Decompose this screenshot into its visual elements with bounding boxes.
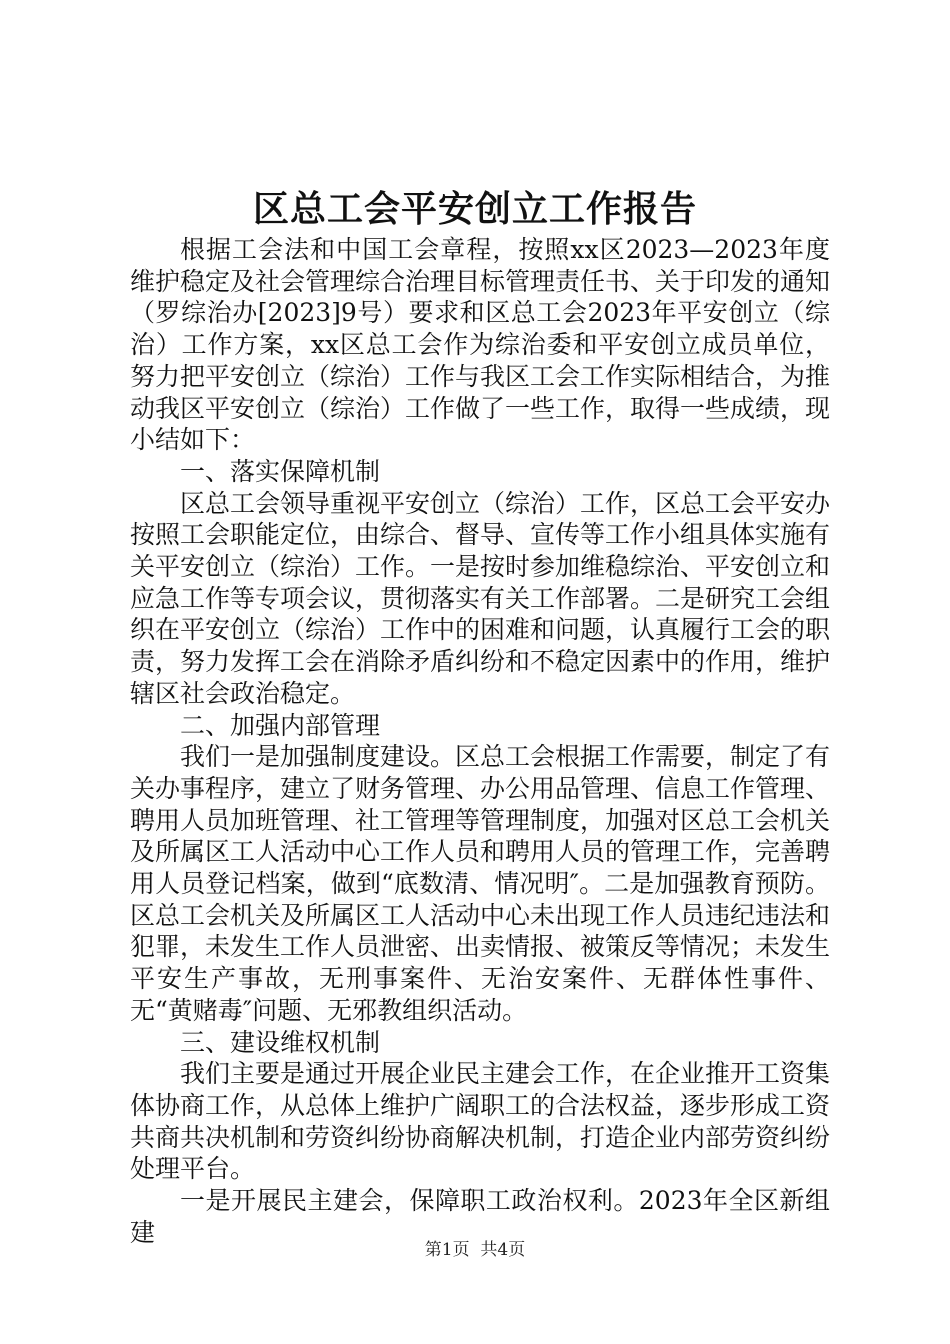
document-body — [130, 234, 830, 1249]
section-heading-1: 一、落实保障机制 — [180, 456, 381, 486]
document-title: 区总工会平安创立工作报告 — [252, 188, 697, 230]
section-heading-2: 二、加强内部管理 — [180, 710, 381, 740]
paragraph-section-2: 我们一是加强制度建设。区总工会根据工作需要，制定了有关办事程序，建立了财务管理、办公用品管理、信息工作管理、聘用人员加班管理、社工管理等管理制度，加强对区总工会机关及所属区工人活动中心工作人员和聘用人员的管理工作，完善聘用人员登记档案，做到“底数清、情况明″。二是加强教育预防。区总工会机关及所属区工人活动中心未出现工作人员违纪违法和犯罪，未发生工作人员泄密、出卖情报、被策反等情况；未发生平安生产事故，无刑事案件、无治安案件、无群体性事件、无“黄赌毒″问题、无邪教组织活动。 — [130, 742, 831, 1025]
section-heading-3: 三、建设维权机制 — [180, 1027, 381, 1057]
page-footer — [0, 1238, 950, 1262]
page-number: 第1页 — [424, 1240, 470, 1260]
paragraph-section-3: 我们主要是通过开展企业民主建会工作，在企业推开工资集体协商工作，从总体上维护广阔职工的合法权益，逐步形成工资共商共决机制和劳资纠纷协商解决机制，打造企业内部劳资纠纷处理平台。 — [130, 1059, 831, 1184]
page-total: 共4页 — [480, 1240, 526, 1260]
paragraph-section-1: 区总工会领导重视平安创立（综治）工作，区总工会平安办按照工会职能定位，由综合、督导、宣传等工作小组具体实施有关平安创立（综治）工作。一是按时参加维稳综治、平安创立和应急工作等专项会议，贯彻落实有关工作部署。二是研究工会组织在平安创立（综治）工作中的困难和问题，认真履行工会的职责，努力发挥工会在消除矛盾纠纷和不稳定因素中的作用，维护辖区社会政治稳定。 — [130, 488, 831, 708]
paragraph-section-3-item-1: 一是开展民主建会，保障职工政治权利。2023年全区新组建 — [130, 1186, 830, 1247]
paragraph-intro: 根据工会法和中国工会章程，按照xx区2023—2023年度维护稳定及社会管理综合治理目标管理责任书、关于印发的通知（罗综治办[2023]9号）要求和区总工会2023年平安创立（综治）工作方案，xx区总工会作为综治委和平安创立成员单位，努力把平安创立（综治）工作与我区工会工作实际相结合，为推动我区平安创立（综治）工作做了一些工作，取得一些成绩，现小结如下： — [130, 235, 831, 455]
